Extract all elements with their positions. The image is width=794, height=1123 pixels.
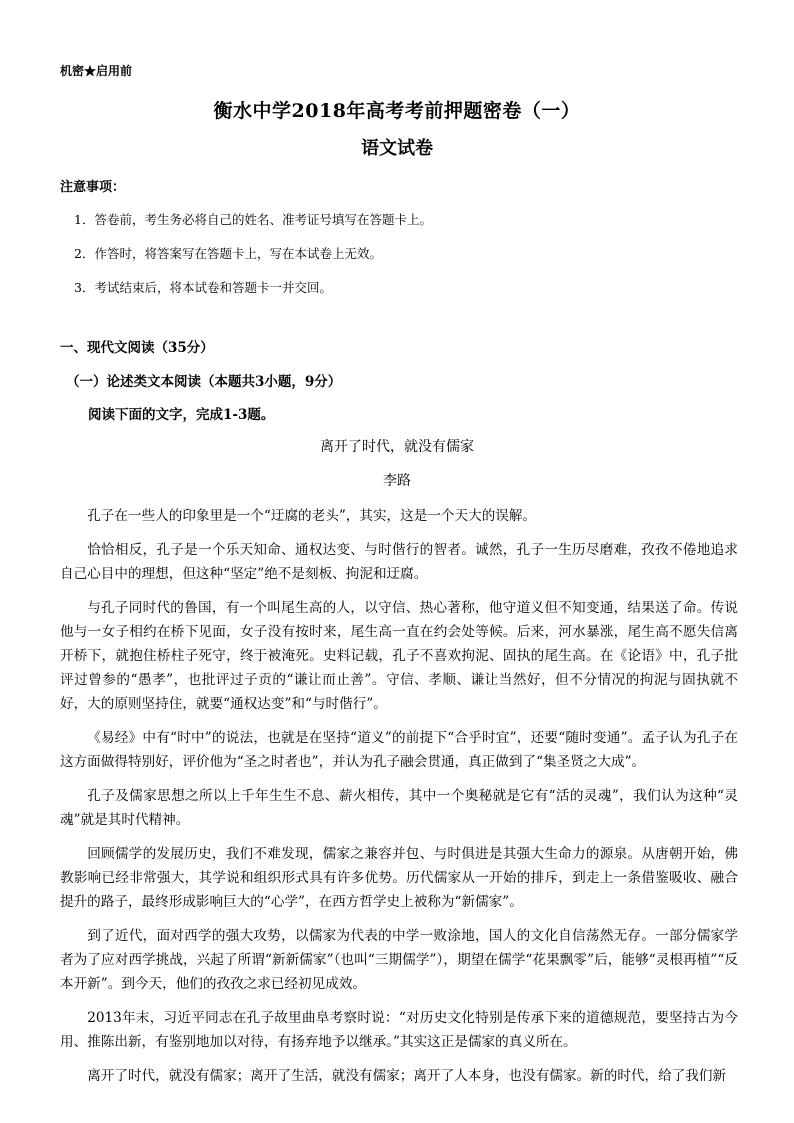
section-heading: 一、现代文阅读（35分）: [60, 340, 214, 356]
article-body: [60, 504, 738, 1098]
notice-heading: 注意事项：: [60, 180, 126, 195]
article-paragraph: 孔子在一些人的印象里是一个“迂腐的老头”，其实，这是一个天大的误解。: [87, 508, 537, 524]
article-paragraph: 离开了时代，就没有儒家；离开了生活，就没有儒家；离开了人本身，也没有儒家。新的时代，给了我们新: [87, 1068, 727, 1084]
article-paragraph: 与孔子同时代的鲁国，有一个叫尾生高的人，以守信、热心著称，他守道义但不知变通，结果送了命。传说他与一女子相约在桥下见面，女子没有按时来，尾生高一直在约会处等候。后来，河水暴涨，尾生高不愿失信离开桥下，就抱住桥柱子死守，终于被淹死。史料记载，孔子不喜欢拘泥、固执的尾生高。在《论语》中，孔子批评过曾参的“愚孝”，也批评过子贡的“谦让而止善”。守信、孝顺、谦让当然好，但不分情况的拘泥与固执就不好，大的原则坚持住，就要“通权达变”和“与时偕行”。: [60, 600, 738, 712]
exam-subtitle: 语文试卷: [361, 138, 433, 159]
article-title: 离开了时代，就没有儒家: [320, 439, 474, 455]
article-paragraph: 2013年末，习近平同志在孔子故里曲阜考察时说：“对历史文化特别是传承下来的道德规范，要坚持古为今用、推陈出新，有鉴别地加以对待，有扬弃地予以继承。”其实这正是儒家的真义所在。: [60, 1010, 738, 1050]
article-paragraph: 回顾儒学的发展历史，我们不难发现，儒家之兼容并包、与时俱进是其强大生命力的源泉。从唐朝开始，佛教影响已经非常强大，其学说和组织形式具有许多优势。历代儒家从一开始的排斥，到走上一条借鉴吸收、融合提升的路子，最终形成影响巨大的“心学”，在西方哲学史上被称为“新儒家”。: [60, 846, 738, 910]
reading-instruction: 阅读下面的文字，完成1-3题。: [88, 407, 275, 423]
exam-title: 衡水中学2018年高考考前押题密卷（一）: [213, 100, 581, 122]
notice-item: 2．作答时，将答案写在答题卡上，写在本试卷上无效。: [74, 246, 382, 261]
article-paragraph: 《易经》中有“时中”的说法，也就是在坚持“道义”的前提下“合乎时宜”，还要“随时变通”。孟子认为孔子在这方面做得特别好，评价他为“圣之时者也”，并认为孔子融会贯通，真正做到了“集圣贤之大成”。: [60, 730, 738, 770]
secret-label: 机密★启用前: [60, 64, 133, 78]
article-paragraph: 孔子及儒家思想之所以上千年生生不息、薪火相传，其中一个奥秘就是它有“活的灵魂”，我们认为这种“灵魂”就是其时代精神。: [60, 788, 738, 828]
article-paragraph: 恰恰相反，孔子是一个乐天知命、通权达变、与时偕行的智者。诚然，孔子一生历尽磨难，孜孜不倦地追求自己心目中的理想，但这种“坚定”绝不是刻板、拘泥和迂腐。: [60, 542, 738, 582]
article-paragraph: 到了近代，面对西学的强大攻势，以儒家为代表的中学一败涂地，国人的文化自信荡然无存。一部分儒家学者为了应对西学挑战，兴起了所谓“新新儒家”（也叫“三期儒学”），期望在儒学“花果飘零”后，能够“灵根再植”“反本开新”。到今天，他们的孜孜之求已经初见成效。: [60, 928, 738, 992]
article-author: 李路: [383, 473, 411, 489]
notice-item: 1．答卷前，考生务必将自己的姓名、准考证号填写在答题卡上。: [74, 212, 432, 227]
subsection-heading: （一）论述类文本阅读（本题共3小题，9分）: [66, 374, 342, 390]
notice-item: 3．考试结束后，将本试卷和答题卡一并交回。: [74, 280, 332, 295]
